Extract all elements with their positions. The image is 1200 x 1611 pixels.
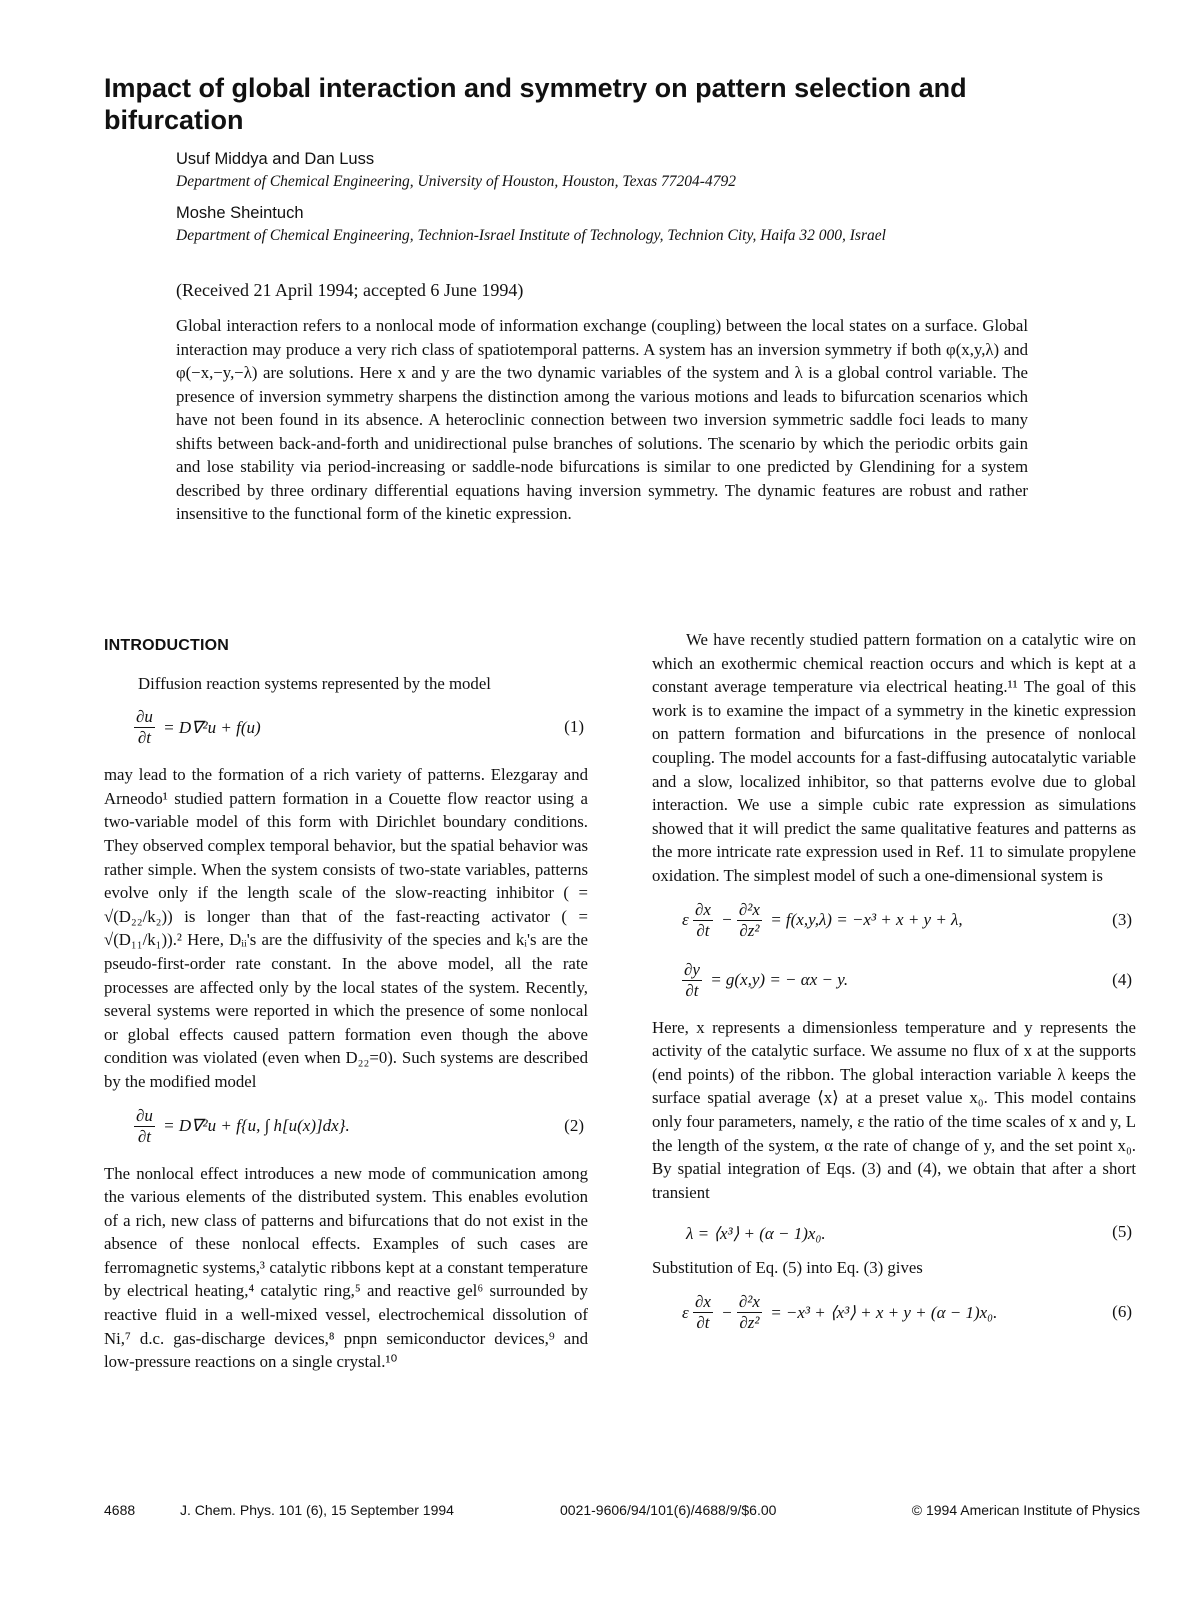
equation-number: (2) — [564, 1115, 584, 1135]
equation-5 — [652, 1212, 1136, 1248]
equation-6: ε $\frac{\partial x}{\partial t}$ − $\frac{\text{∂²x}}{\text{∂z²}}$ = −x³ + ⟨x³⟩ + x + y + (α − 1)x₀. (6) — [682, 1291, 1132, 1332]
paragraph: may lead to the formation of a rich variety of patterns. Elezgaray and Arneodo¹ studied pattern formation in a Couette flow reactor using a two-variable model of this form with Dirichlet boundary conditions. They observed complex temporal behavior, but the spatial behavior was rather simple. When the system consists of two-state variables, patterns evolve only if the length scale of the slow-reacting inhibitor ( = √(D₂₂/k₂)) is longer than that of the fast-reacting activator ( = √(D₁₁/k₁)).² Here, Dᵢᵢ's are the diffusivity of the species and kᵢ's are the pseudo-first-order rate constant. In the above model, all the rate processes are affected only by the local states of the system. Recently, several systems were reported in which the presence of some nonlocal or global effects caused pattern formation even though the above condition was violated (even when D₂₂=0). Such systems are described by the modified model — [104, 765, 588, 1091]
equation-3: ε $\frac{\partial x}{\partial t}$ − $\frac{\text{∂²x}}{\text{∂z²}}$ = f(x,y,λ) = −x³ + x + y + λ, (3) — [682, 899, 1132, 940]
author-names-2: Moshe Sheintuch — [176, 204, 304, 222]
right-column — [652, 628, 1136, 1348]
paragraph: Here, x represents a dimensionless temperature and y represents the activity of the catalytic surface. We assume no flux of x at the supports (end points) of the ribbon. The global interaction variable λ keeps the surface spatial average ⟨x⟩ at a preset value x₀. This model contains only four parameters, namely, ε the ratio of the time scales of x and y, L the length of the system, α the rate of change of y, and the set point x₀. By spatial integration of Eqs. (3) and (4), we obtain that after a short transient — [652, 1017, 1136, 1202]
equation-number: (1) — [564, 717, 584, 737]
equation-body: = D∇²u + f{u, ∫ h[u(x)]dx}. — [163, 1116, 350, 1136]
section-heading-introduction: INTRODUCTION — [104, 637, 230, 654]
equation-fraction: $\frac{\partial y}{\partial t}$ — [684, 959, 700, 1000]
equation-number: (3) — [1112, 909, 1132, 929]
article-code: 0021-9606/94/101(6)/4688/9/$6.00 — [560, 1502, 777, 1518]
equation-fraction: $\frac{\partial u}{\partial t}$ — [136, 1105, 153, 1146]
equation-fraction: $\frac{\text{∂²x}}{\text{∂z²}}$ — [738, 1291, 760, 1332]
equation-number: (6) — [1112, 1301, 1132, 1321]
equation-number: (4) — [1112, 969, 1132, 989]
equation-4 — [652, 956, 1136, 1008]
paragraph: We have recently studied pattern formation on a catalytic wire on which an exothermic chemical reaction occurs and which is kept at a constant average temperature via electrical heating.¹¹ The goal of this work is to examine the impact of a symmetry in the kinetic expression on pattern formation and bifurcations in the presence of nonlocal coupling. The model accounts for a fast-diffusing autocatalytic variable and a slow, localized inhibitor, so that patterns evolve due to global interaction. We use a simple cubic rate expression as simulations showed that it will predict the same qualitative features and patterns as the more intricate rate expression used in Ref. 11 to simulate propylene oxidation. The simplest model of such a one-dimensional system is — [652, 630, 1136, 885]
equation-body: = −x³ + ⟨x³⟩ + x + y + (α − 1)x₀. — [770, 1302, 998, 1322]
author-names-1: Usuf Middya and Dan Luss — [176, 150, 375, 168]
left-column — [104, 628, 588, 1374]
equation-fraction: $\frac{\partial x}{\partial t}$ — [694, 1291, 711, 1332]
equation-body: = D∇²u + f(u) — [163, 717, 261, 737]
received-date: (Received 21 April 1994; accepted 6 June 1994) — [176, 280, 524, 300]
page-footer — [104, 1502, 1140, 1522]
abstract: Global interaction refers to a nonlocal mode of information exchange (coupling) between the local states on a surface. Global interaction may produce a very rich class of spatiotemporal patterns. A system has an inversion symmetry if both φ(x,y,λ) and φ(−x,−y,−λ) are solutions. Here x and y are the two dynamic variables of the system and λ is a global control variable. The presence of inversion symmetry sharpens the distinction among the various motions and leads to bifurcation scenarios which have not been found in its absence. A heteroclinic connection between two inversion symmetric saddle foci leads to many shifts between back-and-forth and unidirectional pulse branches of solutions. The scenario by which the periodic orbits gain and lose stability via period-increasing or saddle-node bifurcations is similar to one predicted by Glendining for a system described by three ordinary differential equations having inversion symmetry. The dynamic features are robust and rather insensitive to the functional form of the kinetic expression. — [176, 316, 1028, 523]
equation-fraction: $\frac{\partial x}{\partial t}$ — [694, 899, 711, 940]
journal-citation: J. Chem. Phys. 101 (6), 15 September 1994 — [180, 1502, 454, 1518]
equation-fraction: $\frac{\partial u}{\partial t}$ — [136, 707, 153, 748]
paragraph: The nonlocal effect introduces a new mode of communication among the various elements of the distributed system. This enables evolution of a rich, new class of patterns and bifurcations that do not exist in the absence of these nonlocal effects. Examples of such cases are ferromagnetic systems,³ catalytic ribbons kept at a constant temperature by electrical heating,⁴ catalytic ring,⁵ and reactive gel⁶ surrounded by reactive fluid in a well-mixed vessel, electrochemical dissolution of Ni,⁷ d.c. gas-discharge devices,⁸ pnpn semiconductor devices,⁹ and low-pressure reactions on a single crystal.¹⁰ — [104, 1163, 588, 1372]
equation-body: λ = ⟨x³⟩ + (α − 1)x₀. — [686, 1223, 826, 1243]
paragraph: Diffusion reaction systems represented by the model — [138, 673, 491, 693]
equation-fraction: $\frac{\text{∂²x}}{\text{∂z²}}$ — [738, 899, 760, 940]
author-affiliation-2: Department of Chemical Engineering, Technion-Israel Institute of Technology, Technion City, Haifa 32 000, Israel — [176, 227, 886, 244]
paper-title: Impact of global interaction and symmetry on pattern selection and bifurcation — [104, 73, 967, 135]
equation-body: = g(x,y) = − αx − y. — [710, 970, 849, 990]
equation-2 — [104, 1102, 588, 1154]
paragraph: Substitution of Eq. (5) into Eq. (3) gives — [652, 1258, 923, 1278]
equation-number: (5) — [1112, 1222, 1132, 1242]
page-number: 4688 — [104, 1502, 136, 1518]
equation-body: = f(x,y,λ) = −x³ + x + y + λ, — [770, 910, 963, 930]
copyright-notice: © 1994 American Institute of Physics — [911, 1502, 1140, 1518]
equation-1 — [104, 703, 588, 755]
author-affiliation-1: Department of Chemical Engineering, University of Houston, Houston, Texas 77204-4792 — [176, 173, 736, 190]
